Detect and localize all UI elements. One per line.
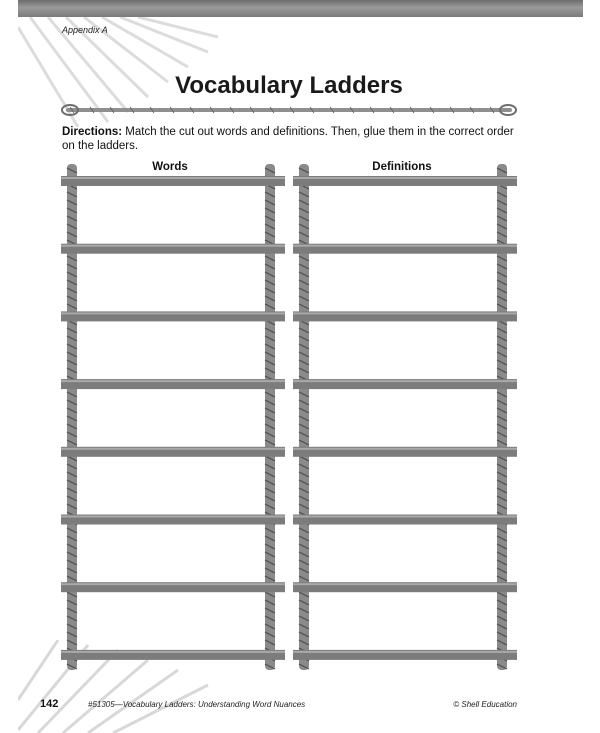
definitions-ladder xyxy=(293,160,517,672)
directions-text: Match the cut out words and definitions. Then, glue them in the correct order on the ladders. xyxy=(62,126,514,152)
directions xyxy=(62,125,522,153)
directions-label: Directions: xyxy=(62,126,123,138)
page-title: Vocabulary Ladders xyxy=(175,72,403,99)
rung-highlight xyxy=(293,312,517,314)
rung-highlight xyxy=(61,177,285,179)
footer-copyright: © Shell Education xyxy=(453,700,517,709)
page-number: 142 xyxy=(40,698,59,710)
rung-highlight xyxy=(61,583,285,585)
rung-highlight xyxy=(293,245,517,247)
rung-highlight xyxy=(293,516,517,518)
rung-highlight xyxy=(293,651,517,653)
rung-highlight xyxy=(61,380,285,382)
appendix-label: Appendix A xyxy=(62,25,108,35)
rung-highlight xyxy=(61,312,285,314)
definitions-column-header: Definitions xyxy=(372,161,432,173)
rope-divider xyxy=(60,104,518,116)
rung-highlight xyxy=(293,583,517,585)
rung-highlight xyxy=(61,448,285,450)
rung-highlight xyxy=(61,651,285,653)
words-ladder xyxy=(61,160,285,672)
rung-highlight xyxy=(61,516,285,518)
rung-highlight xyxy=(61,245,285,247)
words-column-header: Words xyxy=(152,161,188,173)
rung-highlight xyxy=(293,380,517,382)
rung-highlight xyxy=(293,177,517,179)
rung-highlight xyxy=(293,448,517,450)
top-banner xyxy=(18,0,583,17)
footer-book-title: #51305—Vocabulary Ladders: Understanding Word Nuances xyxy=(88,700,306,709)
